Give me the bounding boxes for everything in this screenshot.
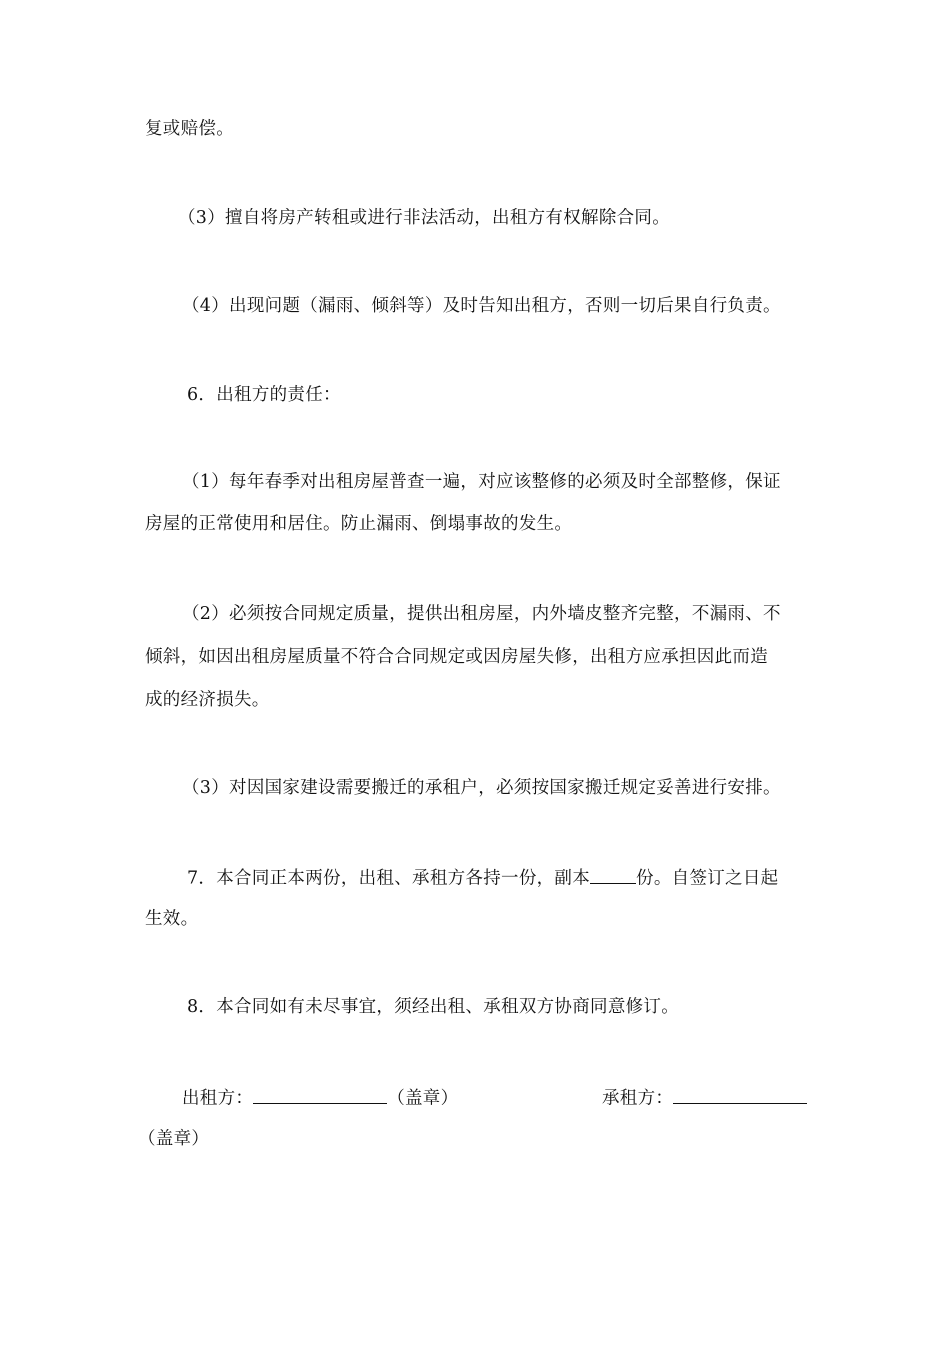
lessee-signature [602,1085,807,1110]
section-7-text-a: 7．本合同正本两份，出租、承租方各持一份，副本 [187,868,591,889]
lessor-signature-blank [253,1085,387,1104]
copies-blank [590,865,636,884]
lessor-clause-2-line2: 倾斜，如因出租房屋质量不符合合同规定或因房屋失修，出租方应承担因此而造 [145,647,768,667]
lessee-seal: （盖章） [138,1129,210,1149]
lessor-clause-2-line1: （2）必须按合同规定质量，提供出租房屋，内外墙皮整齐完整，不漏雨、不 [182,604,781,624]
clause-4-line: （4）出现问题（漏雨、倾斜等）及时告知出租方，否则一切后果自行负责。 [182,296,781,316]
section-8-line: 8．本合同如有未尽事宜，须经出租、承租双方协商同意修订。 [187,997,680,1017]
lessor-clause-1-line1: （1）每年春季对出租房屋普查一遍，对应该整修的必须及时全部整修，保证 [182,472,781,492]
lessee-signature-blank [673,1085,807,1104]
lessee-label: 承租方： [602,1088,674,1109]
clause-3-line: （3）擅自将房产转租或进行非法活动，出租方有权解除合同。 [178,208,671,228]
lessor-seal: （盖章） [387,1088,459,1109]
lessor-clause-1-line2: 房屋的正常使用和居住。防止漏雨、倒塌事故的发生。 [145,514,573,534]
lessor-label: 出租方： [182,1088,254,1109]
lessor-clause-3-line: （3）对因国家建设需要搬迁的承租户，必须按国家搬迁规定妥善进行安排。 [182,778,781,798]
paragraph-line: 复或赔偿。 [145,119,234,139]
section-6-heading: 6．出租方的责任： [187,385,341,405]
section-7-line1 [187,865,778,890]
section-7-line2: 生效。 [145,909,199,929]
lessor-clause-2-line3: 成的经济损失。 [145,690,270,710]
lessor-signature [182,1085,458,1110]
section-7-text-b: 份。自签订之日起 [636,868,779,889]
